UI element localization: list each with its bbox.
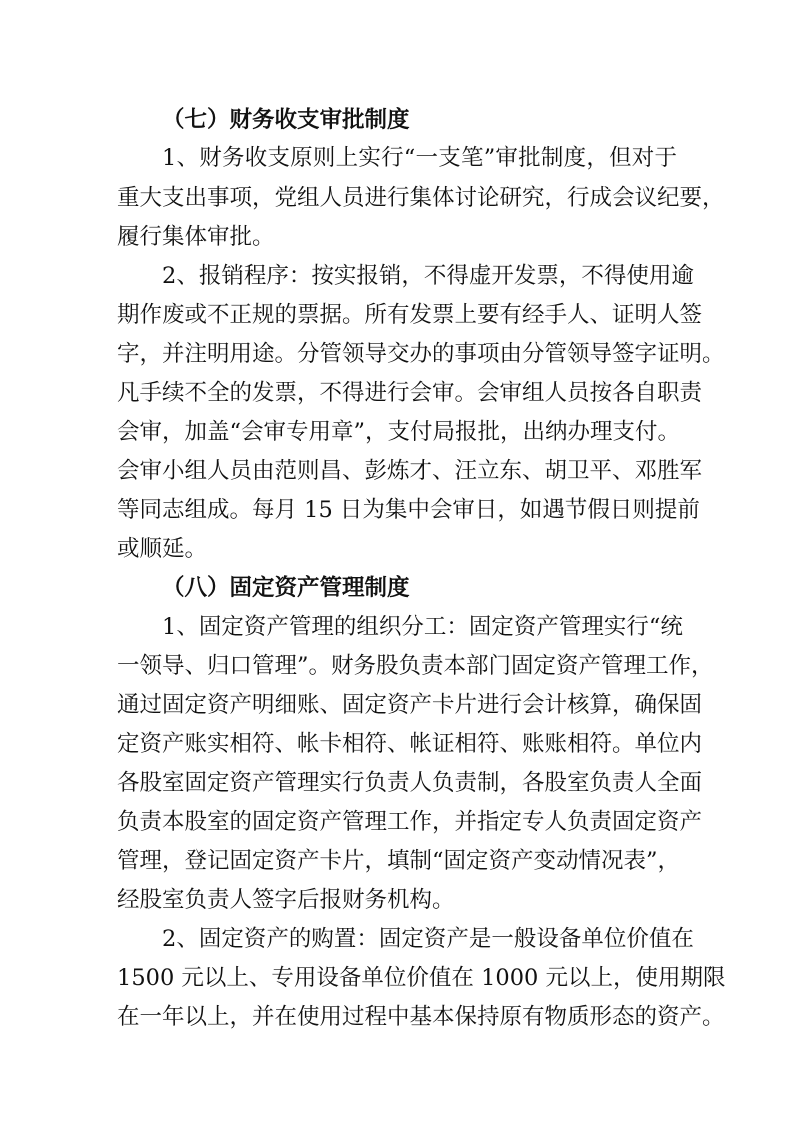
section-7-para-2-line-6: 会审小组人员由范则昌、彭炼才、汪立东、胡卫平、邓胜军 — [117, 458, 703, 484]
section-7-para-2-line-3: 字，并注明用途。分管领导交办的事项由分管领导签字证明。 — [117, 341, 725, 367]
section-8-para-1-line-7: 管理，登记固定资产卡片，填制“固定资产变动情况表”， — [117, 848, 681, 874]
section-7-para-2-line-2: 期作废或不正规的票据。所有发票上要有经手人、证明人签 — [117, 302, 703, 328]
section-8-para-1-line-2: 一领导、归口管理”。财务股负责本部门固定资产管理工作， — [117, 653, 714, 679]
section-7-para-1-line-1: 1、财务收支原则上实行“一支笔”审批制度，但对于 — [162, 145, 677, 171]
section-7-para-2-line-7: 等同志组成。每月 15 日为集中会审日，如遇节假日则提前 — [117, 497, 700, 523]
section-7-para-2-line-1: 2、报销程序：按实报销，不得虚开发票，不得使用逾 — [162, 263, 694, 289]
section-7-para-2-line-5: 会审，加盖“会审专用章”，支付局报批，出纳办理支付。 — [117, 419, 681, 445]
section-8-heading: （八）固定资产管理制度 — [162, 575, 410, 601]
section-8-para-1-line-5: 各股室固定资产管理实行负责人负责制，各股室负责人全面 — [117, 770, 703, 796]
section-8-para-2-line-2: 1500 元以上、专用设备单位价值在 1000 元以上，使用期限 — [117, 965, 726, 991]
section-7-para-1-line-3: 履行集体审批。 — [117, 224, 275, 250]
section-8-para-1-line-4: 定资产账实相符、帐卡相符、帐证相符、账账相符。单位内 — [117, 731, 703, 757]
section-7-para-1-line-2: 重大支出事项，党组人员进行集体讨论研究，行成会议纪要， — [117, 185, 725, 211]
section-8-para-1-line-1: 1、固定资产管理的组织分工：固定资产管理实行“统 — [162, 614, 683, 640]
section-8-para-2-line-1: 2、固定资产的购置：固定资产是一般设备单位价值在 — [162, 926, 694, 952]
section-8-para-1-line-8: 经股室负责人签字后报财务机构。 — [117, 887, 455, 913]
section-8-para-1-line-3: 通过固定资产明细账、固定资产卡片进行会计核算，确保固 — [117, 692, 703, 718]
section-7-heading: （七）财务收支审批制度 — [162, 107, 410, 133]
section-7-para-2-line-4: 凡手续不全的发票，不得进行会审。会审组人员按各自职责 — [117, 380, 703, 406]
section-8-para-2-line-3: 在一年以上，并在使用过程中基本保持原有物质形态的资产。 — [117, 1004, 725, 1030]
section-8-para-1-line-6: 负责本股室的固定资产管理工作，并指定专人负责固定资产 — [117, 809, 703, 835]
section-7-para-2-line-8: 或顺延。 — [117, 536, 208, 562]
